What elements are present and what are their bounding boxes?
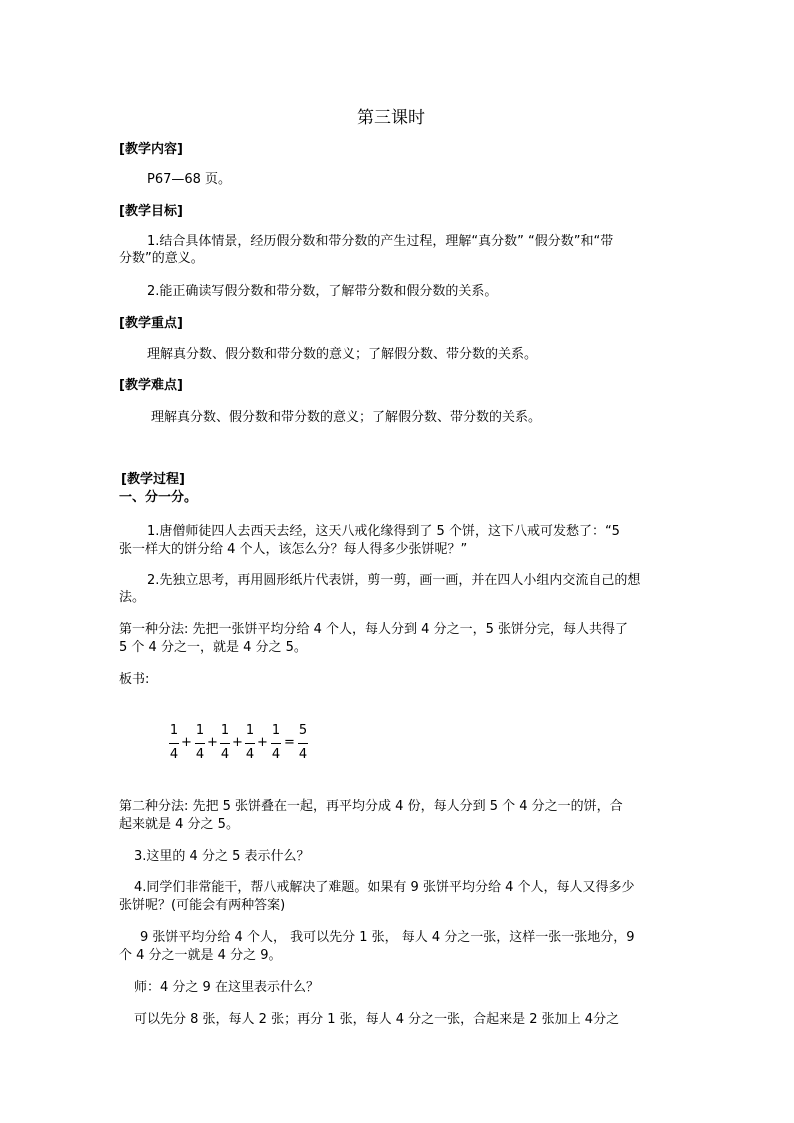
difficult-text: 理解真分数、假分数和带分数的意义；了解假分数、带分数的关系。 [151,410,542,425]
answer-1-line2: 个 4 分之一就是 4 分之 9。 [119,948,282,963]
method1-line2: 5 个 4 分之一，就是 4 分之 5。 [119,640,307,655]
goals-heading: [教学目标] [119,204,183,219]
process-heading: [教学过程] [121,472,185,487]
numerator: 1 [220,723,230,738]
denominator: 4 [169,747,179,762]
question-3: 3.这里的 4 分之 5 表示什么？ [134,849,310,864]
question-4-line2: 张饼呢？(可能会有两种答案) [119,898,286,913]
key-heading: [教学重点] [119,316,183,331]
plus-operator: + [232,735,243,750]
plus-operator: + [181,735,192,750]
numerator: 1 [245,723,255,738]
goal1-line1: 1.结合具体情景，经历假分数和带分数的产生过程，理解“真分数” “假分数”和“带 [147,234,614,249]
content-heading: [教学内容] [119,142,183,157]
paragraph-1-line1: 1.唐僧师徒四人去西天去经，这天八戒化缘得到了 5 个饼，这下八戒可发愁了：“5 [147,524,620,539]
denominator: 4 [195,747,205,762]
board-label: 板书: [119,672,150,687]
denominator: 4 [220,747,230,762]
difficult-heading: [教学难点] [119,378,183,393]
paragraph-1-line2: 张一样大的饼分给 4 个人，该怎么分？每人得多少张饼呢？” [119,542,468,557]
equals-operator: = [284,735,295,750]
goal2: 2.能正确读写假分数和带分数，了解带分数和假分数的关系。 [147,284,498,299]
plus-operator: + [207,735,218,750]
denominator: 4 [298,747,308,762]
key-text: 理解真分数、假分数和带分数的意义；了解假分数、带分数的关系。 [147,347,538,362]
numerator: 1 [169,723,179,738]
paragraph-2-line2: 法。 [119,590,146,605]
answer-2-line1: 可以先分 8 张，每人 2 张；再分 1 张，每人 4 分之一张，合起来是 2 张加上 4分之 [134,1012,620,1027]
numerator: 1 [195,723,205,738]
part1-heading: 一、分一分。 [119,490,198,505]
plus-operator: + [257,735,268,750]
answer-1-line1: 9 张饼平均分给 4 个人， 我可以先分 1 张， 每人 4 分之一张，这样一张一张地分，9 [140,930,635,945]
paragraph-2-line1: 2.先独立思考，再用圆形纸片代表饼，剪一剪，画一画，并在四人小组内交流自己的想 [147,573,641,588]
denominator: 4 [245,747,255,762]
denominator: 4 [271,747,281,762]
teacher-question: 师：4 分之 9 在这里表示什么？ [134,980,319,995]
method2-line1: 第二种分法: 先把 5 张饼叠在一起，再平均分成 4 份，每人分到 5 个 4 分之一的饼，合 [119,799,623,814]
fraction-formula [168,720,318,768]
method2-line2: 起来就是 4 分之 5。 [119,817,239,832]
goal1-line2: 分数”的意义。 [119,251,204,266]
numerator: 1 [271,723,281,738]
page-title: 第三课时 [357,108,425,128]
question-4-line1: 4.同学们非常能干，帮八戒解决了难题。如果有 9 张饼平均分给 4 个人，每人又得多少 [134,880,635,895]
numerator: 5 [298,723,308,738]
method1-line1: 第一种分法: 先把一张饼平均分给 4 个人，每人分到 4 分之一，5 张饼分完，每人共得了 [119,622,628,637]
content-text: P67—68 页。 [147,172,232,187]
